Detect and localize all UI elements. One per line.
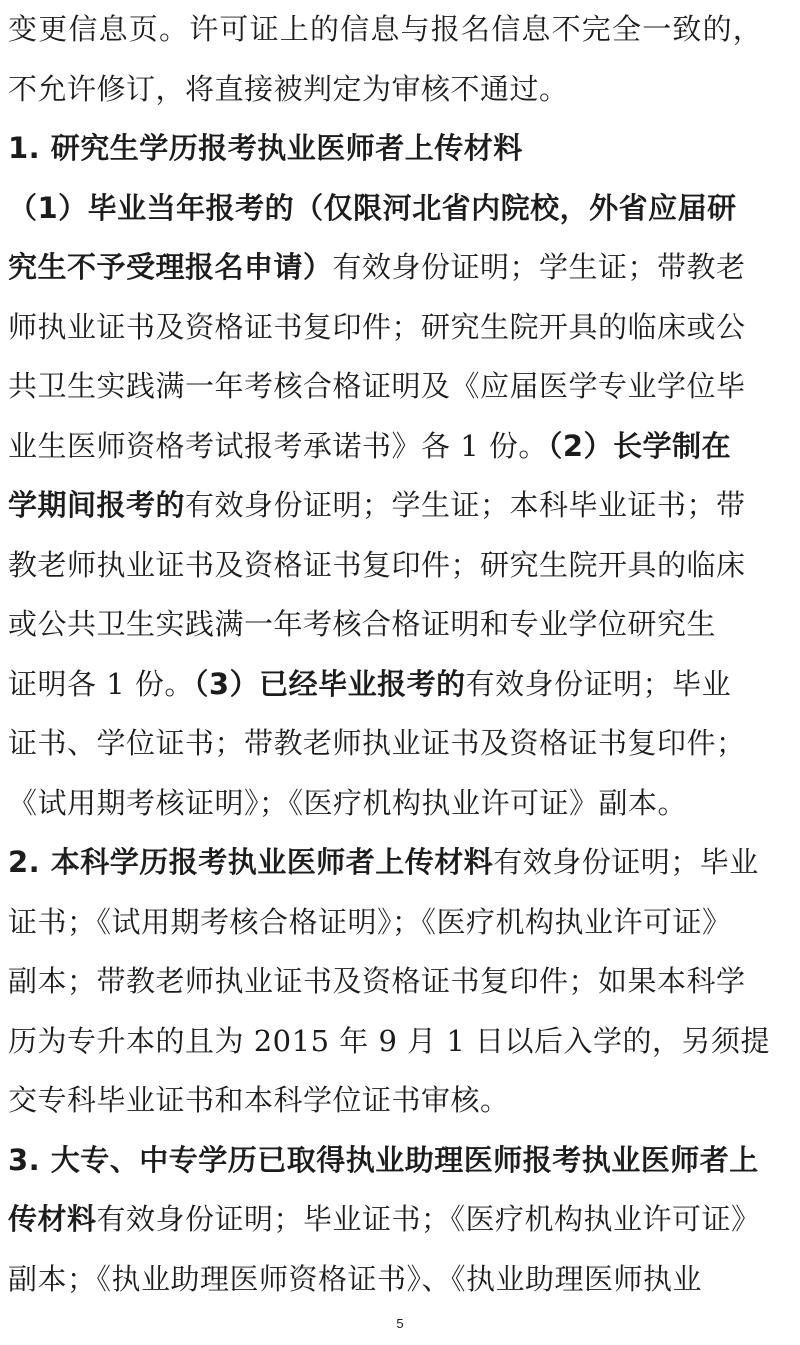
item-3-text: 有效身份证明；毕业 (465, 666, 732, 701)
paragraph-line (8, 417, 792, 477)
item-1-text: 有效身份证明；学生证；带教老 (332, 250, 746, 284)
paragraph-line (8, 476, 792, 536)
paragraph-line: 副本；《执业助理医师资格证书》、《执业助理医师执业 (8, 1261, 703, 1296)
page-number: 5 (396, 1316, 404, 1331)
section-heading-1: 1. 研究生学历报考执业医师者上传材料 (8, 131, 523, 165)
section-heading-2: 2. 本科学历报考执业医师者上传材料 (8, 845, 494, 879)
paragraph-line: 不允许修订，将直接被判定为审核不通过。 (8, 71, 569, 106)
paragraph-line: 共卫生实践满一年考核合格证明及《应届医学专业学位毕 (8, 369, 746, 403)
paragraph-line: 历为专升本的且为 2015 年 9 月 1 日以后入学的，另须提 (8, 1023, 771, 1058)
paragraph-line: 证书、学位证书；带教老师执业证书及资格证书复印件； (8, 726, 746, 760)
paragraph-line: 或公共卫生实践满一年考核合格证明和专业学位研究生 (8, 607, 717, 641)
item-1-title: （1）毕业当年报考的（仅限河北省内院校，外省应届研 (8, 190, 737, 225)
section-heading-3-continued: 传材料 (8, 1202, 97, 1236)
paragraph-line: 《试用期考核证明》；《医疗机构执业许可证》副本。 (8, 785, 688, 820)
paragraph-line: 师执业证书及资格证书复印件；研究生院开具的临床或公 (8, 309, 746, 344)
item-2-text-end: 证明各 1 份。 (8, 666, 194, 701)
item-2-title-continued: 学期间报考的 (8, 488, 186, 522)
section-heading-3: 3. 大专、中专学历已取得执业助理医师报考执业医师者上 (8, 1142, 759, 1177)
item-2-title: （2）长学制在 (547, 428, 732, 463)
paragraph-line: 证书；《试用期考核合格证明》；《医疗机构执业许可证》 (8, 904, 732, 939)
paragraph-line (8, 655, 792, 715)
paragraph-line (8, 238, 792, 298)
paragraph-line: 副本；带教老师执业证书及资格证书复印件；如果本科学 (8, 964, 746, 998)
item-1-title-continued: 究生不予受理报名申请） (8, 250, 333, 284)
paragraph-line (8, 1190, 792, 1250)
paragraph-line: 教老师执业证书及资格证书复印件；研究生院开具的临床 (8, 547, 746, 582)
paragraph-line: 交专科毕业证书和本科学位证书审核。 (8, 1083, 510, 1117)
paragraph-line (8, 833, 792, 893)
item-1-text-end: 业生医师资格考试报考承诺书》各 1 份。 (8, 428, 548, 463)
section-2-text: 有效身份证明；毕业 (493, 845, 759, 879)
paragraph-line: 变更信息页。许可证上的信息与报名信息不完全一致的， (8, 12, 764, 46)
item-3-title: （3）已经毕业报考的 (193, 666, 466, 701)
item-2-text: 有效身份证明；学生证；本科毕业证书；带 (185, 488, 746, 522)
section-3-text: 有效身份证明；毕业证书；《医疗机构执业许可证》 (96, 1202, 761, 1236)
